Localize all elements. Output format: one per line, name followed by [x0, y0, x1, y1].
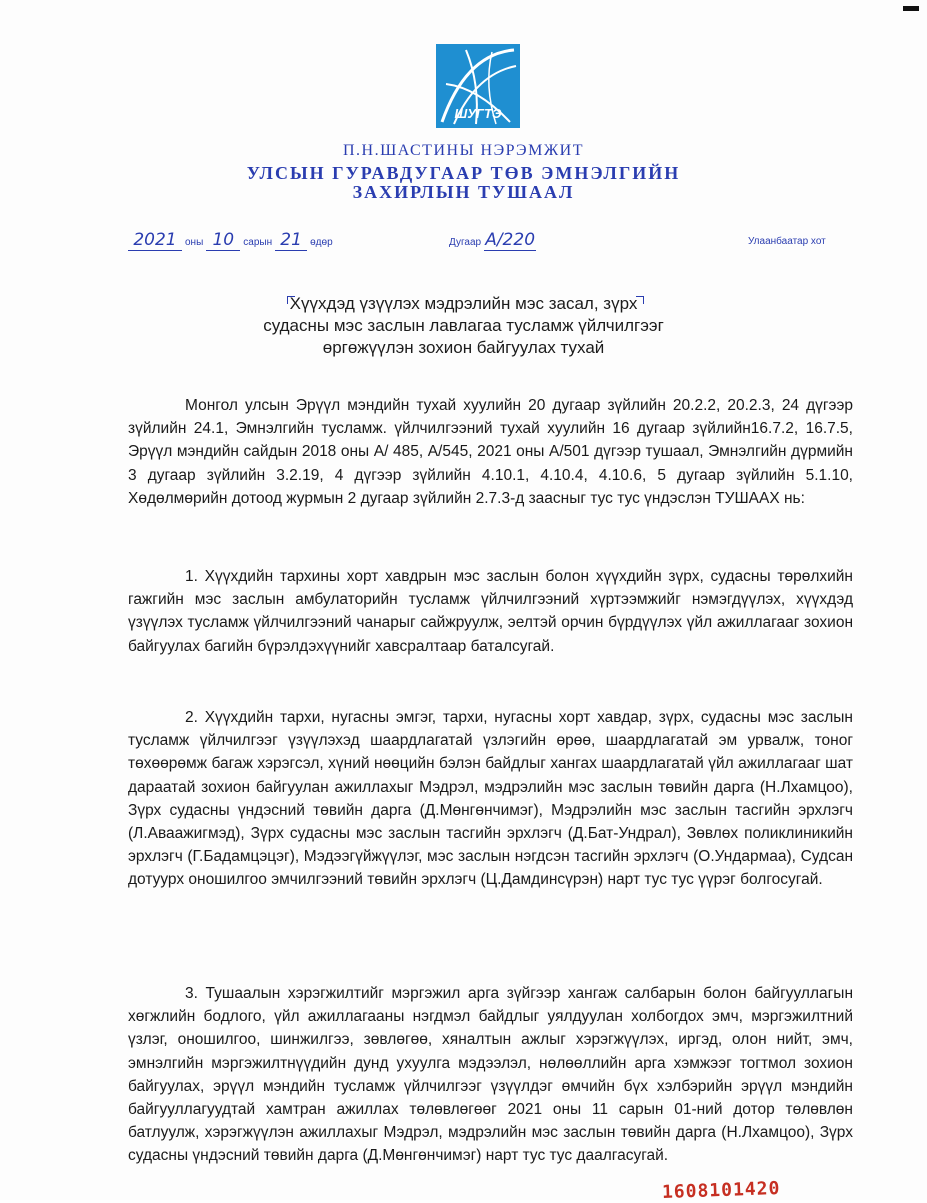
order-year: 2021: [128, 230, 182, 251]
title-line-2: судасны мэс заслын лавлагаа тусламж үйлчилгээг: [263, 316, 664, 335]
header-line-1: П.Н.ШАСТИНЫ НЭРЭМЖИТ: [343, 142, 584, 159]
order-number: [446, 230, 536, 251]
order-title: [0, 293, 927, 359]
title-line-1: Хүүхдэд үзүүлэх мэдрэлийн мэс засал, зүрх: [289, 294, 638, 313]
order-number-label: Дугаар: [449, 237, 482, 248]
registration-stamp: 1608101420: [661, 1177, 781, 1203]
order-date: [128, 230, 336, 251]
header-line-3: ЗАХИРЛЫН ТУШААЛ: [352, 182, 575, 202]
order-meta-row: [0, 228, 927, 252]
hospital-logo-icon: [436, 44, 520, 128]
title-line-3: өргөжүүлэн зохион байгуулах тухай: [322, 338, 605, 357]
order-number-value: А/220: [485, 230, 536, 250]
logo-text: ШУГТЭ: [454, 106, 502, 121]
scan-corner-mark: [903, 6, 919, 11]
order-item-1: 1. Хүүхдийн тархины хорт хавдрын мэс заслын болон хүүхдийн зүрх, судасны төрөлхийн гажгийн мэс заслын амбулаторийн тусламж үйлчилгээний хүртээмжийг нэмэгдүүлэх, хүүхдэд үзүүлэх тусламж үйлчилгээний чанарыг сайжруулж, эелтэй орчин бүрдүүлэх үйл ажиллагааг зохион байгуулах багийн бүрэлдэхүүнийг хавсралтаар баталсугай.: [128, 568, 853, 655]
order-year-label: оны: [185, 237, 204, 248]
preamble-paragraph: Монгол улсын Эрүүл мэндийн тухай хуулийн 20 дугаар зүйлийн 20.2.2, 20.2.3, 24 дүгээр зүйлийн 24.1, Эмнэлгийн тусламж. үйлчилгээний тухай хуулийн 16 дугаар зүйлийн16.7.2, 16.7.5, Эрүүл мэндийн сайдын 2018 оны А/ 485, А/545, 2021 оны А/501 дүгээр тушаал, Эмнэлгийн дүрмийн 3 дугаар зүйлийн 3.2.19, 4 дүгээр зүйлийн 4.10.1, 4.10.4, 4.10.6, 5 дугаар зүйлийн 5.1.10, Хөдөлмөрийн дотоод журмын 2 дугаар зүйлийн 2.7.3-д заасныг тус тус үндэслэн ТУШААХ нь:: [128, 397, 853, 507]
order-item-3: 3. Тушаалын хэрэгжилтийг мэргэжил арга зүйгээр хангаж салбарын болон байгууллагын хөгжлийн бодлого, үйл ажиллагааны нэгдмэл байдлыг уялдуулан холбогдох эмч, мэргэжилтний үзлэг, оношилгоо, шинжилгээ, зөвлөгөө, хяналтын ажлыг хэрэгжүүлэх, иргэд, олон нийт, эмч, эмнэлгийн мэргэжилтнүүдийн дунд ухуулга мэдээлэл, нөлөөллийн арга хэмжээг тогтмол зохион байгуулах, эрүүл мэндийн тусламж үйлчилгээг үзүүлдэг өмчийн бүх хэлбэрийн эрүүл мэндийн байгууллагуудтай хамтран ажиллах төлөвлөгөөг 2021 оны 11 сарын 01-ний дотор төлөвлөн батлуулж, хэрэгжүүлэн ажиллахыг Мэдрэл, мэдрэлийн мэс заслын төвийн дарга (Н.Лхамцоо), Зүрх судасны үндэсний төвийн дарга (Д.Мөнгөнчимэг) нарт тус тус даалгасугай.: [128, 985, 853, 1165]
order-city: Улаанбаатар хот: [748, 236, 826, 247]
header-line-2: УЛСЫН ГУРАВДУГААР ТӨВ ЭМНЭЛГИЙН: [246, 163, 681, 183]
order-month: 10: [206, 230, 240, 251]
order-day-label: өдөр: [310, 237, 333, 248]
order-day: 21: [275, 230, 307, 251]
order-month-label: сарын: [243, 237, 273, 248]
order-item-2: 2. Хүүхдийн тархи, нугасны эмгэг, тархи, нугасны хорт хавдар, зүрх, судасны мэс заслын тусламж үйлчилгээг үзүүлэхэд шаардлагатай үзлэгийн өрөө, шаардлагатай эм урвалж, тоног төхөөрөмж багаж хэрэгсэл, хүний нөөцийн бэлэн байдлыг хангах шаардлагатай үйл ажиллагааг шат дараатай зохион байгуулан ажиллахыг Мэдрэл, мэдрэлийн мэс заслын төвийн дарга (Н.Лхамцоо), Зүрх судасны үндэсний төвийн дарга (Д.Мөнгөнчимэг), Мэдрэлийн мэс заслын тасгийн эрхлэгч (Л.Аваажигмэд), Зүрх судасны мэс заслын тасгийн эрхлэгч (Д.Бат-Ундрал), Зөвлөх поликлиникийн эрхлэгч (Г.Бадамцэцэг), Мэдээгүйжүүлэг, мэс заслын нэгдсэн тасгийн эрхлэгч (О.Ундармаа), Судсан дотуурх оношилгоо эмчилгээний төвийн эрхлэгч (Ц.Дамдинсүрэн) нарт тус тус үүрэг болгосугай.: [128, 709, 853, 889]
